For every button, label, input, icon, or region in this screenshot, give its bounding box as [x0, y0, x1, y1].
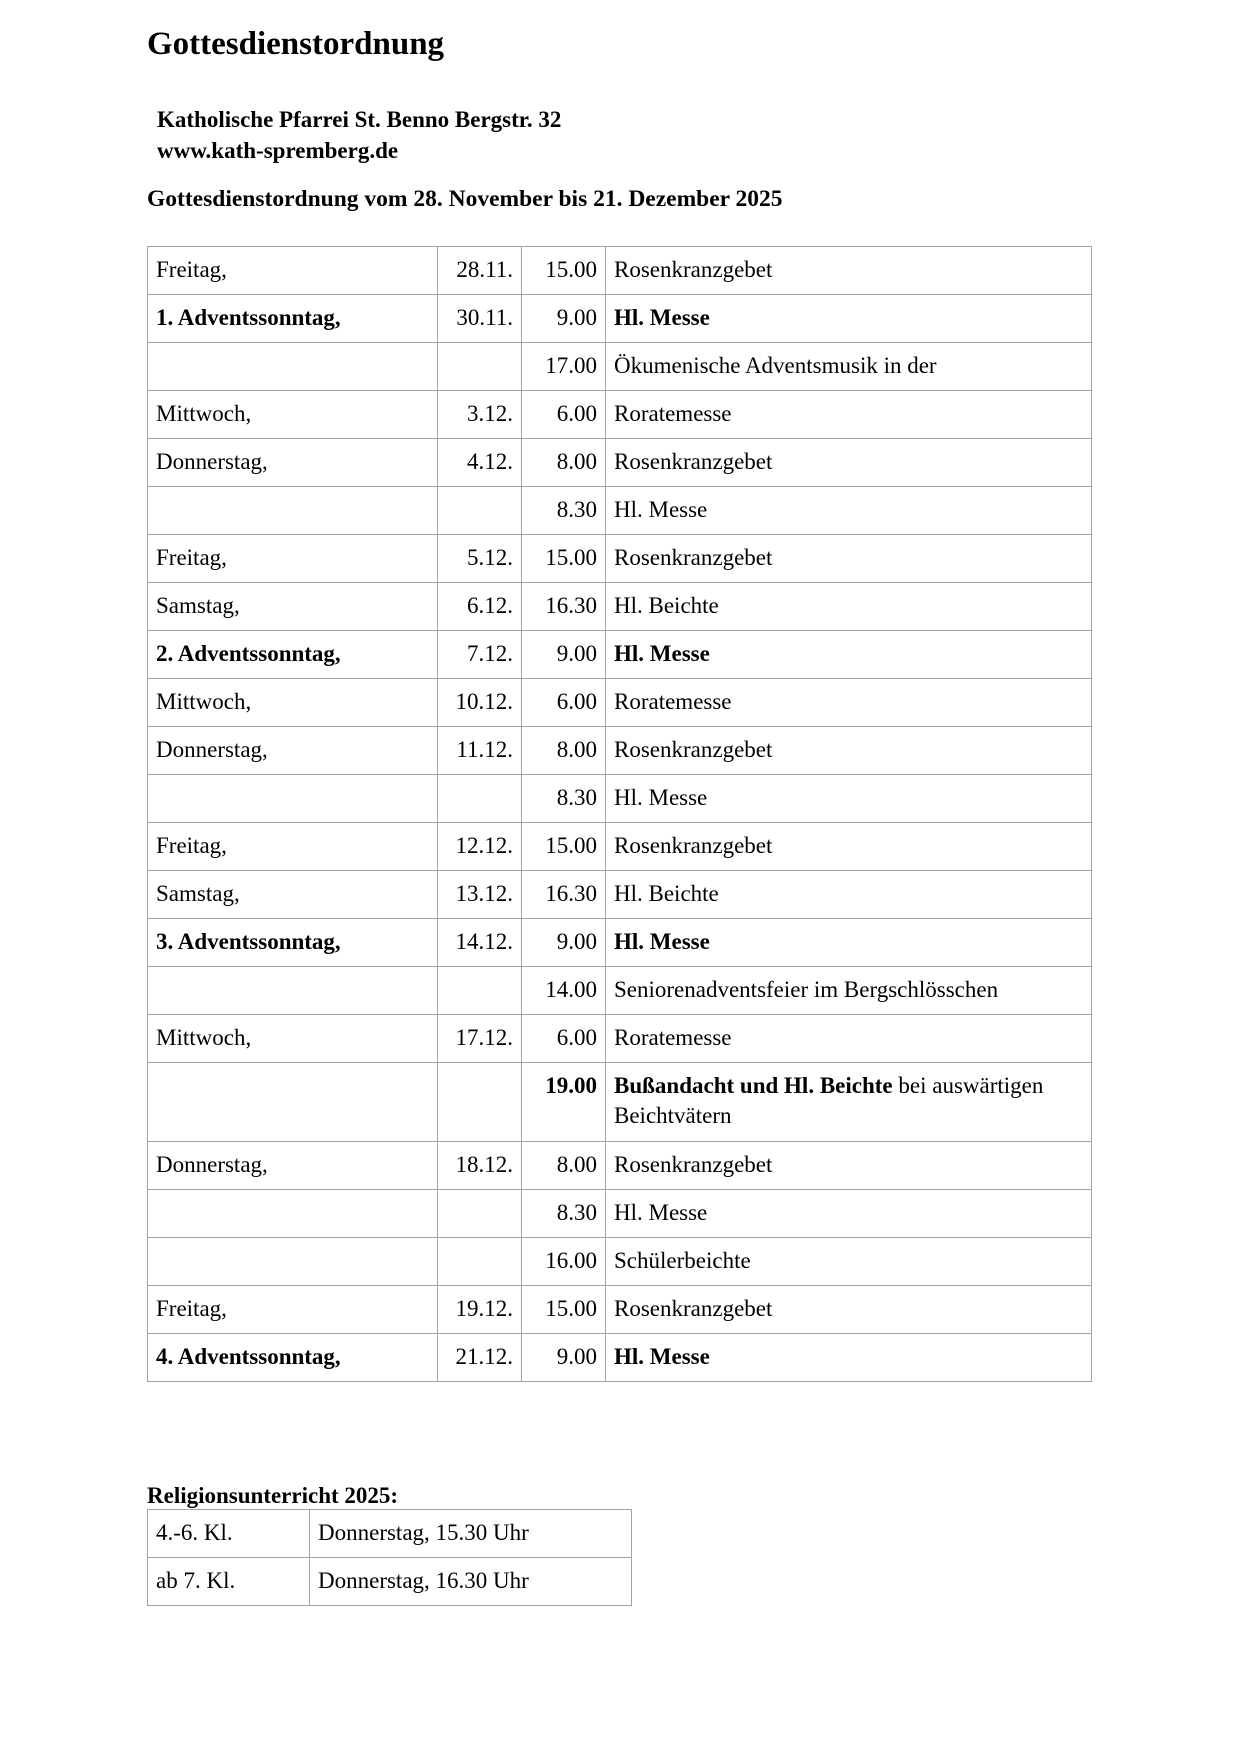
event-cell	[606, 535, 1092, 583]
time-cell-text: 15.00	[545, 1296, 597, 1321]
day-cell	[148, 1190, 438, 1238]
date-cell	[438, 823, 522, 871]
event-text: Seniorenadventsfeier im Bergschlösschen	[614, 977, 999, 1002]
event-text: bei auswärtigen Beichtvätern	[614, 1073, 1044, 1128]
day-cell	[148, 919, 438, 967]
day-cell	[148, 727, 438, 775]
date-cell	[438, 1334, 522, 1382]
day-cell	[148, 1334, 438, 1382]
day-cell	[148, 871, 438, 919]
page-title: Gottesdienstordnung	[147, 26, 445, 62]
time-cell	[522, 679, 606, 727]
time-cell-text: 8.30	[556, 785, 597, 810]
date-cell	[438, 1190, 522, 1238]
table-row	[148, 727, 1092, 775]
day-cell	[148, 487, 438, 535]
date-cell	[438, 775, 522, 823]
day-cell	[148, 631, 438, 679]
time-cell	[522, 775, 606, 823]
event-cell	[606, 295, 1092, 343]
table-row	[148, 1015, 1092, 1063]
day-cell	[148, 1142, 438, 1190]
date-cell	[438, 391, 522, 439]
event-cell	[606, 871, 1092, 919]
event-text: Rosenkranzgebet	[614, 1296, 773, 1321]
time-cell-text: 9.00	[556, 1344, 597, 1369]
date-cell	[438, 439, 522, 487]
time-cell-text: 8.00	[556, 1152, 597, 1177]
class-time-cell: Donnerstag, 15.30 Uhr	[310, 1510, 632, 1558]
event-cell	[606, 1015, 1092, 1063]
table-row	[148, 679, 1092, 727]
day-cell-text: Freitag,	[156, 833, 227, 858]
day-cell	[148, 823, 438, 871]
table-row	[148, 871, 1092, 919]
religion-class-table	[147, 1509, 632, 1606]
table-row	[148, 775, 1092, 823]
date-cell-text: 30.11.	[456, 305, 513, 330]
time-cell	[522, 1238, 606, 1286]
event-cell	[606, 343, 1092, 391]
day-cell-text: 4. Adventssonntag,	[156, 1344, 341, 1369]
time-cell	[522, 967, 606, 1015]
time-cell-text: 6.00	[556, 401, 597, 426]
time-cell-text: 8.30	[556, 1200, 597, 1225]
event-cell	[606, 487, 1092, 535]
table-row	[148, 631, 1092, 679]
event-cell	[606, 775, 1092, 823]
time-cell-text: 16.30	[545, 593, 597, 618]
day-cell	[148, 1015, 438, 1063]
event-text: Roratemesse	[614, 401, 732, 426]
table-row	[148, 439, 1092, 487]
time-cell	[522, 583, 606, 631]
date-cell	[438, 679, 522, 727]
day-cell-text: Mittwoch,	[156, 1025, 252, 1050]
time-cell	[522, 295, 606, 343]
time-cell	[522, 1142, 606, 1190]
event-cell	[606, 727, 1092, 775]
event-cell	[606, 1190, 1092, 1238]
day-cell	[148, 439, 438, 487]
date-cell-text: 18.12.	[455, 1152, 513, 1177]
event-text: Schülerbeichte	[614, 1248, 751, 1273]
table-row	[148, 247, 1092, 295]
table-row	[148, 1510, 632, 1558]
day-cell-text: Donnerstag,	[156, 449, 268, 474]
event-text: Roratemesse	[614, 1025, 732, 1050]
event-cell	[606, 391, 1092, 439]
time-cell-text: 8.00	[556, 737, 597, 762]
day-cell	[148, 535, 438, 583]
time-cell	[522, 1063, 606, 1142]
time-cell-text: 9.00	[556, 305, 597, 330]
date-cell	[438, 1142, 522, 1190]
service-schedule-table	[147, 246, 1092, 1382]
event-cell	[606, 439, 1092, 487]
day-cell	[148, 967, 438, 1015]
date-cell	[438, 583, 522, 631]
parish-info	[157, 104, 561, 166]
day-cell-text: Freitag,	[156, 1296, 227, 1321]
day-cell-text: Donnerstag,	[156, 1152, 268, 1177]
event-text: Rosenkranzgebet	[614, 833, 773, 858]
event-text: Rosenkranzgebet	[614, 1152, 773, 1177]
event-cell	[606, 823, 1092, 871]
day-cell-text: Freitag,	[156, 545, 227, 570]
date-cell	[438, 1238, 522, 1286]
date-cell-text: 19.12.	[455, 1296, 513, 1321]
event-cell	[606, 967, 1092, 1015]
parish-address: Katholische Pfarrei St. Benno Bergstr. 32	[157, 107, 562, 132]
date-cell	[438, 727, 522, 775]
time-cell	[522, 1286, 606, 1334]
event-text: Hl. Messe	[614, 785, 708, 810]
parish-website: www.kath-spremberg.de	[157, 138, 399, 163]
date-cell	[438, 487, 522, 535]
time-cell-text: 14.00	[545, 977, 597, 1002]
event-text: Rosenkranzgebet	[614, 545, 773, 570]
time-cell-text: 6.00	[556, 1025, 597, 1050]
event-cell	[606, 1286, 1092, 1334]
event-text: Hl. Messe	[614, 497, 708, 522]
table-row	[148, 295, 1092, 343]
event-text: Rosenkranzgebet	[614, 257, 773, 282]
event-cell	[606, 679, 1092, 727]
time-cell-text: 9.00	[556, 929, 597, 954]
time-cell-text: 17.00	[545, 353, 597, 378]
time-cell	[522, 823, 606, 871]
event-text: Rosenkranzgebet	[614, 449, 773, 474]
time-cell-text: 8.30	[556, 497, 597, 522]
date-cell	[438, 871, 522, 919]
time-cell	[522, 343, 606, 391]
date-cell-text: 13.12.	[455, 881, 513, 906]
date-cell-text: 6.12.	[467, 593, 513, 618]
event-cell	[606, 247, 1092, 295]
day-cell-text: Donnerstag,	[156, 737, 268, 762]
time-cell	[522, 871, 606, 919]
date-cell	[438, 295, 522, 343]
day-cell-text: Samstag,	[156, 593, 240, 618]
table-row	[148, 1558, 632, 1606]
time-cell-text: 16.00	[545, 1248, 597, 1273]
day-cell-text: Freitag,	[156, 257, 227, 282]
table-row	[148, 1286, 1092, 1334]
time-cell	[522, 1190, 606, 1238]
day-cell	[148, 295, 438, 343]
date-cell-text: 21.12.	[455, 1344, 513, 1369]
date-cell	[438, 247, 522, 295]
time-cell-text: 19.00	[545, 1073, 597, 1098]
day-cell	[148, 1286, 438, 1334]
event-cell	[606, 1142, 1092, 1190]
event-cell	[606, 631, 1092, 679]
table-row	[148, 391, 1092, 439]
day-cell-text: 3. Adventssonntag,	[156, 929, 341, 954]
date-cell-text: 4.12.	[467, 449, 513, 474]
day-cell-text: 1. Adventssonntag,	[156, 305, 341, 330]
event-cell	[606, 583, 1092, 631]
event-cell	[606, 919, 1092, 967]
event-bold-text: Hl. Messe	[614, 1344, 710, 1369]
date-cell-text: 7.12.	[467, 641, 513, 666]
table-row	[148, 1142, 1092, 1190]
date-cell	[438, 919, 522, 967]
time-cell-text: 9.00	[556, 641, 597, 666]
table-row	[148, 919, 1092, 967]
time-cell	[522, 487, 606, 535]
schedule-period-heading: Gottesdienstordnung vom 28. November bis 21. Dezember 2025	[147, 186, 783, 212]
day-cell-text: Samstag,	[156, 881, 240, 906]
time-cell	[522, 1015, 606, 1063]
event-text: Hl. Beichte	[614, 593, 719, 618]
time-cell-text: 15.00	[545, 257, 597, 282]
time-cell	[522, 535, 606, 583]
table-row	[148, 1190, 1092, 1238]
time-cell-text: 6.00	[556, 689, 597, 714]
time-cell-text: 8.00	[556, 449, 597, 474]
table-row	[148, 1063, 1092, 1142]
event-text: Roratemesse	[614, 689, 732, 714]
event-text: Rosenkranzgebet	[614, 737, 773, 762]
date-cell	[438, 967, 522, 1015]
date-cell-text: 14.12.	[455, 929, 513, 954]
table-row	[148, 1238, 1092, 1286]
date-cell-text: 5.12.	[467, 545, 513, 570]
table-row	[148, 1334, 1092, 1382]
time-cell-text: 16.30	[545, 881, 597, 906]
date-cell-text: 3.12.	[467, 401, 513, 426]
table-row	[148, 487, 1092, 535]
day-cell	[148, 775, 438, 823]
date-cell	[438, 1063, 522, 1142]
time-cell	[522, 1334, 606, 1382]
time-cell	[522, 391, 606, 439]
time-cell	[522, 727, 606, 775]
table-row	[148, 343, 1092, 391]
day-cell	[148, 343, 438, 391]
date-cell	[438, 1015, 522, 1063]
day-cell	[148, 391, 438, 439]
date-cell-text: 17.12.	[455, 1025, 513, 1050]
event-text: Ökumenische Adventsmusik in der	[614, 353, 937, 378]
table-row	[148, 583, 1092, 631]
event-bold-text: Bußandacht und Hl. Beichte	[614, 1073, 893, 1098]
date-cell	[438, 631, 522, 679]
event-cell	[606, 1063, 1092, 1142]
religion-class-heading: Religionsunterricht 2025:	[147, 1483, 399, 1508]
table-row	[148, 967, 1092, 1015]
day-cell	[148, 247, 438, 295]
grade-cell: ab 7. Kl.	[148, 1558, 310, 1606]
event-bold-text: Hl. Messe	[614, 929, 710, 954]
date-cell	[438, 1286, 522, 1334]
date-cell-text: 11.12.	[456, 737, 513, 762]
day-cell	[148, 679, 438, 727]
date-cell	[438, 343, 522, 391]
table-row	[148, 823, 1092, 871]
time-cell-text: 15.00	[545, 833, 597, 858]
event-text: Hl. Beichte	[614, 881, 719, 906]
time-cell	[522, 439, 606, 487]
event-cell	[606, 1334, 1092, 1382]
day-cell-text: Mittwoch,	[156, 689, 252, 714]
day-cell	[148, 1063, 438, 1142]
day-cell	[148, 1238, 438, 1286]
day-cell	[148, 583, 438, 631]
table-row	[148, 535, 1092, 583]
event-bold-text: Hl. Messe	[614, 641, 710, 666]
grade-cell: 4.-6. Kl.	[148, 1510, 310, 1558]
date-cell	[438, 535, 522, 583]
time-cell-text: 15.00	[545, 545, 597, 570]
time-cell	[522, 247, 606, 295]
class-time-cell: Donnerstag, 16.30 Uhr	[310, 1558, 632, 1606]
event-text: Hl. Messe	[614, 1200, 708, 1225]
event-bold-text: Hl. Messe	[614, 305, 710, 330]
date-cell-text: 28.11.	[456, 257, 513, 282]
date-cell-text: 10.12.	[455, 689, 513, 714]
date-cell-text: 12.12.	[455, 833, 513, 858]
time-cell	[522, 631, 606, 679]
day-cell-text: 2. Adventssonntag,	[156, 641, 341, 666]
time-cell	[522, 919, 606, 967]
day-cell-text: Mittwoch,	[156, 401, 252, 426]
event-cell	[606, 1238, 1092, 1286]
